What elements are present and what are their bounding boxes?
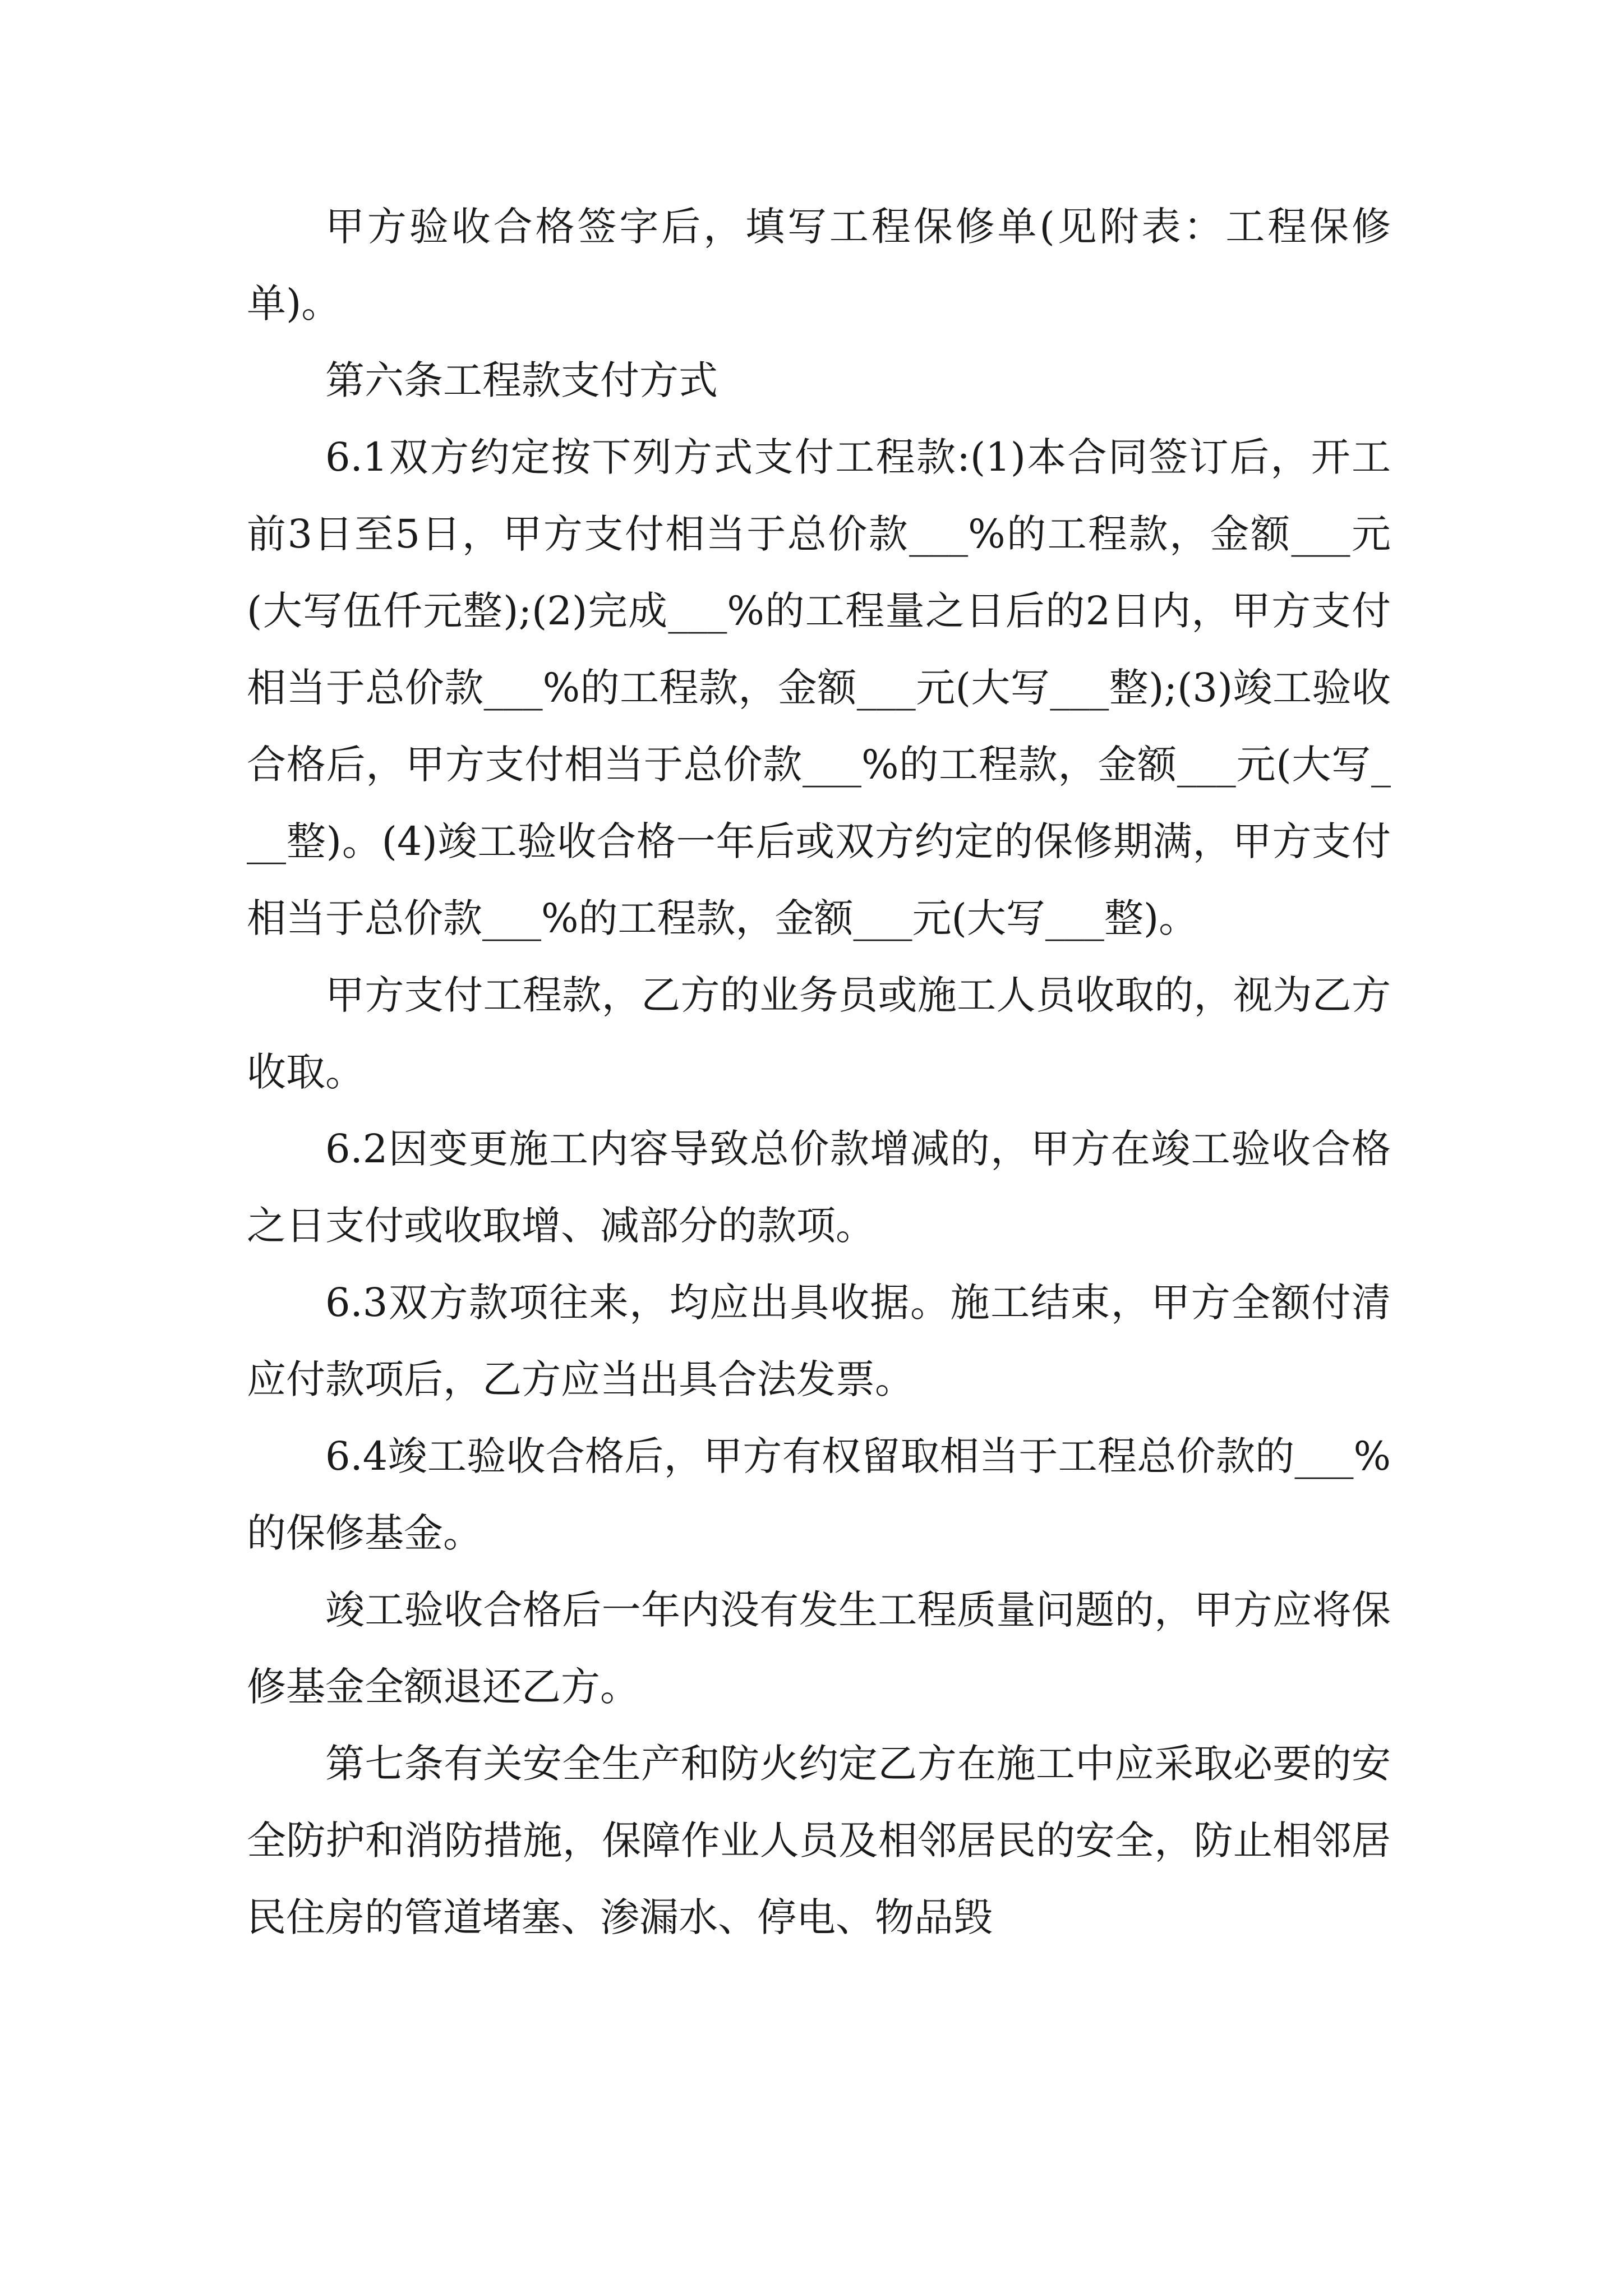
paragraph-6-1-payment-schedule: 6.1双方约定按下列方式支付工程款:(1)本合同签订后，开工前3日至5日，甲方支付相当于总价款___%的工程款，金额___元(大写伍仟元整);(2)完成___%的工程量之日后的2日内，甲方支付相当于总价款___%的工程款，金额___元(大写___整);(3)竣工验收合格后，甲方支付相当于总价款___%的工程款，金额___元(大写___整)。(4)竣工验收合格一年后或双方约定的保修期满，甲方支付相当于总价款___%的工程款，金额___元(大写___整)。 [247, 434, 1391, 941]
paragraph-article-7-safety: 第七条有关安全生产和防火约定乙方在施工中应采取必要的安全防护和消防措施，保障作业人员及相邻居民的安全，防止相邻居民住房的管道堵塞、渗漏水、停电、物品毁 [247, 1741, 1391, 1940]
paragraph-6-2-price-change: 6.2因变更施工内容导致总价款增减的，甲方在竣工验收合格之日支付或收取增、减部分的款项。 [247, 1126, 1391, 1249]
paragraph-6-4-warranty-fund: 6.4竣工验收合格后，甲方有权留取相当于工程总价款的___%的保修基金。 [247, 1433, 1391, 1556]
document-page [247, 188, 1391, 1956]
heading-article-6: 第六条工程款支付方式 [325, 357, 718, 403]
paragraph-acceptance-warranty: 甲方验收合格签字后，填写工程保修单(见附表：工程保修单)。 [247, 204, 1391, 326]
paragraph-warranty-refund: 竣工验收合格后一年内没有发生工程质量问题的，甲方应将保修基金全额退还乙方。 [247, 1587, 1391, 1710]
paragraph-payment-collection: 甲方支付工程款，乙方的业务员或施工人员收取的，视为乙方收取。 [247, 972, 1391, 1095]
paragraph-6-3-receipts: 6.3双方款项往来，均应出具收据。施工结束，甲方全额付清应付款项后，乙方应当出具合法发票。 [247, 1280, 1391, 1402]
